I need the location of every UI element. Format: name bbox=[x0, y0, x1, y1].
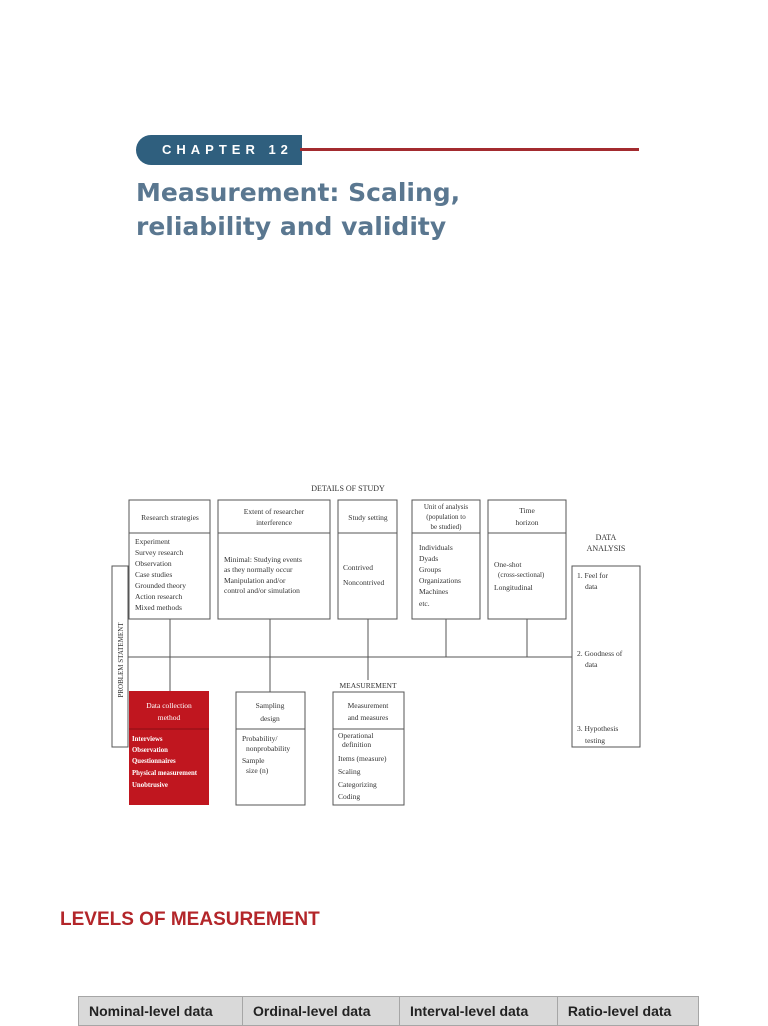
time-item: Longitudinal bbox=[494, 583, 533, 592]
interference-item: control and/or simulation bbox=[224, 586, 300, 595]
chapter-title-line-1: Measurement: Scaling, bbox=[136, 178, 461, 207]
problem-statement-label: PROBLEM STATEMENT bbox=[117, 622, 125, 698]
measurement-header-line-2: and measures bbox=[347, 713, 389, 722]
research-strategy-item: Case studies bbox=[135, 570, 173, 579]
sampling-item: Sample bbox=[242, 756, 265, 765]
unit-header-line-3: be studied) bbox=[430, 523, 462, 531]
research-strategy-item: Grounded theory bbox=[135, 581, 187, 590]
data-analysis-item: data bbox=[585, 582, 598, 591]
data-analysis-item: testing bbox=[585, 736, 605, 745]
study-setting-list-box bbox=[338, 533, 397, 619]
measurement-label: MEASUREMENT bbox=[339, 681, 397, 690]
levels-table-header-row bbox=[79, 997, 699, 1026]
unit-header-line-2: (population to bbox=[426, 513, 466, 521]
data-analysis-item: 2. Goodness of bbox=[577, 649, 623, 658]
sampling-header-line-2: design bbox=[260, 714, 280, 723]
data-analysis-item: 3. Hypothesis bbox=[577, 724, 619, 733]
study-setting-item: Contrived bbox=[343, 563, 373, 572]
data-analysis-label-line-2: ANALYSIS bbox=[586, 544, 626, 553]
interference-header-box bbox=[218, 500, 330, 533]
time-item: One-shot bbox=[494, 560, 522, 569]
data-collection-item: Unobtrusive bbox=[132, 782, 168, 789]
interference-item: Manipulation and/or bbox=[224, 576, 286, 585]
chapter-title-line-2: reliability and validity bbox=[136, 212, 447, 241]
unit-item: Groups bbox=[419, 565, 442, 574]
time-header-line-1: Time bbox=[519, 506, 535, 515]
interference-header-line-2: interference bbox=[256, 518, 292, 527]
unit-item: Machines bbox=[419, 587, 449, 596]
measurement-header-box bbox=[333, 692, 404, 729]
data-analysis-item: data bbox=[585, 660, 598, 669]
column-header-nominal: Nominal-level data bbox=[79, 997, 243, 1026]
measurement-item: Items (measure) bbox=[338, 754, 387, 763]
data-collection-item: Questionnaires bbox=[132, 758, 176, 765]
research-strategy-item: Mixed methods bbox=[135, 603, 182, 612]
measurement-item: definition bbox=[342, 740, 372, 749]
data-collection-item: Observation bbox=[132, 747, 168, 754]
chapter-label: CHAPTER 12 bbox=[136, 135, 302, 165]
levels-table bbox=[78, 996, 699, 1026]
time-horizon-header-box bbox=[488, 500, 566, 533]
data-collection-item: Physical measurement bbox=[132, 770, 198, 777]
research-strategy-item: Experiment bbox=[135, 537, 170, 546]
measurement-header-line-1: Measurement bbox=[347, 701, 389, 710]
study-setting-item: Noncontrived bbox=[343, 578, 385, 587]
time-item: (cross-sectional) bbox=[498, 571, 545, 579]
sampling-item: nonprobability bbox=[246, 744, 291, 753]
measurement-item: Categorizing bbox=[338, 780, 377, 789]
unit-header-line-1: Unit of analysis bbox=[423, 503, 469, 511]
data-analysis-label-line-1: DATA bbox=[595, 533, 617, 542]
measurement-item: Coding bbox=[338, 792, 361, 801]
research-strategies-list bbox=[135, 537, 186, 612]
time-header-line-2: horizon bbox=[515, 518, 539, 527]
unit-item: Dyads bbox=[419, 554, 439, 563]
unit-item: etc. bbox=[419, 599, 430, 608]
research-strategy-item: Observation bbox=[135, 559, 172, 568]
data-collection-header-line-1: Data collection bbox=[146, 701, 192, 710]
interference-header-line-1: Extent of researcher bbox=[243, 507, 305, 516]
unit-item: Individuals bbox=[419, 543, 453, 552]
research-strategies-header: Research strategies bbox=[141, 513, 199, 522]
column-header-interval: Interval-level data bbox=[399, 997, 557, 1026]
unit-item: Organizations bbox=[419, 576, 461, 585]
study-setting-header: Study setting bbox=[348, 513, 388, 522]
sampling-header-line-1: Sampling bbox=[255, 701, 285, 710]
interference-item: as they normally occur bbox=[224, 565, 293, 574]
data-collection-header-line-2: method bbox=[157, 713, 181, 722]
interference-item: Minimal: Studying events bbox=[224, 555, 302, 564]
data-collection-item: Interviews bbox=[132, 736, 163, 743]
sampling-item: size (n) bbox=[246, 766, 269, 775]
sampling-item: Probability/ bbox=[242, 734, 278, 743]
measurement-item: Operational bbox=[338, 731, 374, 740]
column-header-ordinal: Ordinal-level data bbox=[243, 997, 400, 1026]
sampling-header-box bbox=[236, 692, 305, 729]
research-strategy-item: Survey research bbox=[135, 548, 184, 557]
data-analysis-item: 1. Feel for bbox=[577, 571, 609, 580]
levels-heading: LEVELS OF MEASUREMENT bbox=[60, 909, 320, 930]
details-of-study-label: DETAILS OF STUDY bbox=[311, 484, 385, 493]
measurement-item: Scaling bbox=[338, 767, 361, 776]
column-header-ratio: Ratio-level data bbox=[557, 997, 698, 1026]
research-strategy-item: Action research bbox=[135, 592, 183, 601]
